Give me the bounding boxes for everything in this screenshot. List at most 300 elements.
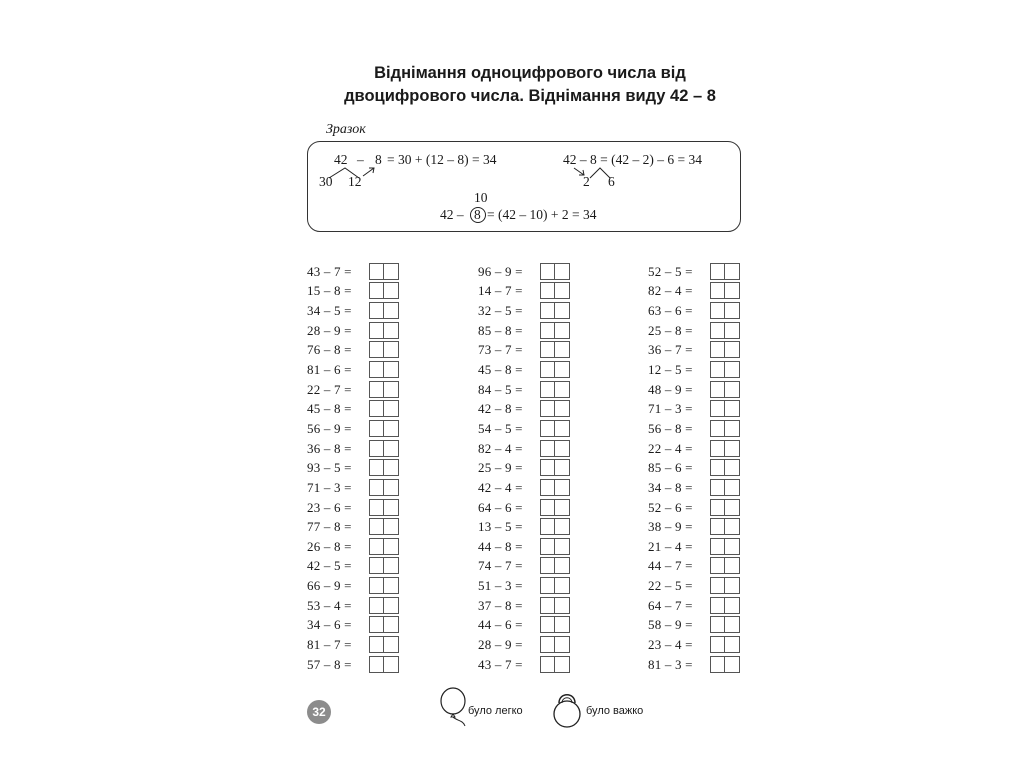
answer-tens-box[interactable] <box>710 577 725 594</box>
answer-ones-box[interactable] <box>555 656 570 673</box>
answer-boxes[interactable] <box>710 557 740 574</box>
exercise-row <box>648 262 740 282</box>
exercise-row <box>648 341 740 361</box>
answer-tens-box[interactable] <box>540 381 555 398</box>
answer-boxes[interactable] <box>710 420 740 437</box>
exercise-expression: 84 – 5 = <box>478 381 523 397</box>
exercise-row <box>307 399 399 419</box>
exercise-row <box>307 282 399 302</box>
balloon-icon <box>437 686 471 730</box>
answer-ones-box[interactable] <box>725 577 740 594</box>
exercise-expression: 15 – 8 = <box>307 283 352 299</box>
exercise-row <box>478 596 570 616</box>
answer-ones-box[interactable] <box>555 302 570 319</box>
answer-tens-box[interactable] <box>540 656 555 673</box>
answer-tens-box[interactable] <box>710 381 725 398</box>
answer-tens-box[interactable] <box>540 479 555 496</box>
exercise-row <box>307 498 399 518</box>
answer-ones-box[interactable] <box>555 597 570 614</box>
answer-ones-box[interactable] <box>384 263 399 280</box>
answer-tens-box[interactable] <box>710 459 725 476</box>
answer-boxes[interactable] <box>540 479 570 496</box>
answer-ones-box[interactable] <box>384 518 399 535</box>
answer-tens-box[interactable] <box>369 616 384 633</box>
answer-ones-box[interactable] <box>384 557 399 574</box>
exercise-expression: 73 – 7 = <box>478 342 523 358</box>
ex1-minus: – <box>357 152 364 167</box>
exercise-row <box>648 498 740 518</box>
answer-boxes[interactable] <box>369 420 399 437</box>
answer-ones-box[interactable] <box>725 499 740 516</box>
answer-tens-box[interactable] <box>540 577 555 594</box>
ex1-rest: = 30 + (12 – 8) = 34 <box>387 152 497 167</box>
answer-tens-box[interactable] <box>540 557 555 574</box>
answer-ones-box[interactable] <box>725 361 740 378</box>
answer-tens-box[interactable] <box>710 479 725 496</box>
answer-tens-box[interactable] <box>710 656 725 673</box>
exercise-row <box>648 576 740 596</box>
answer-boxes[interactable] <box>540 518 570 535</box>
answer-tens-box[interactable] <box>540 420 555 437</box>
answer-tens-box[interactable] <box>710 636 725 653</box>
exercise-row <box>478 635 570 655</box>
answer-ones-box[interactable] <box>725 381 740 398</box>
answer-boxes[interactable] <box>710 616 740 633</box>
answer-tens-box[interactable] <box>369 322 384 339</box>
answer-tens-box[interactable] <box>540 361 555 378</box>
answer-tens-box[interactable] <box>710 361 725 378</box>
exercise-row <box>307 360 399 380</box>
answer-tens-box[interactable] <box>710 499 725 516</box>
exercise-row <box>307 635 399 655</box>
answer-ones-box[interactable] <box>555 518 570 535</box>
answer-tens-box[interactable] <box>710 322 725 339</box>
answer-ones-box[interactable] <box>725 557 740 574</box>
answer-tens-box[interactable] <box>369 302 384 319</box>
answer-tens-box[interactable] <box>540 459 555 476</box>
answer-tens-box[interactable] <box>369 263 384 280</box>
exercise-expression: 42 – 4 = <box>478 479 523 495</box>
answer-boxes[interactable] <box>540 577 570 594</box>
exercise-expression: 22 – 4 = <box>648 440 693 456</box>
answer-tens-box[interactable] <box>540 322 555 339</box>
answer-tens-box[interactable] <box>369 577 384 594</box>
page-title <box>290 62 770 108</box>
answer-tens-box[interactable] <box>710 518 725 535</box>
answer-boxes[interactable] <box>710 538 740 555</box>
title-line-1: Віднімання одноцифрового числа від <box>374 64 686 82</box>
exercise-expression: 85 – 6 = <box>648 460 693 476</box>
answer-ones-box[interactable] <box>384 616 399 633</box>
answer-ones-box[interactable] <box>725 636 740 653</box>
exercise-row <box>478 399 570 419</box>
answer-boxes[interactable] <box>369 400 399 417</box>
answer-ones-box[interactable] <box>384 440 399 457</box>
ex2-split-right: 6 <box>608 174 615 189</box>
answer-ones-box[interactable] <box>725 597 740 614</box>
answer-boxes[interactable] <box>369 616 399 633</box>
answer-ones-box[interactable] <box>384 420 399 437</box>
answer-tens-box[interactable] <box>540 499 555 516</box>
answer-tens-box[interactable] <box>710 302 725 319</box>
answer-tens-box[interactable] <box>369 420 384 437</box>
answer-ones-box[interactable] <box>384 479 399 496</box>
answer-tens-box[interactable] <box>710 400 725 417</box>
answer-boxes[interactable] <box>369 459 399 476</box>
answer-tens-box[interactable] <box>710 341 725 358</box>
answer-ones-box[interactable] <box>384 577 399 594</box>
answer-ones-box[interactable] <box>555 479 570 496</box>
exercise-row <box>648 557 740 577</box>
answer-ones-box[interactable] <box>555 420 570 437</box>
ex2-split-left: 2 <box>583 174 590 189</box>
answer-boxes[interactable] <box>369 636 399 653</box>
answer-boxes[interactable] <box>710 577 740 594</box>
exercise-expression: 76 – 8 = <box>307 342 352 358</box>
answer-tens-box[interactable] <box>369 341 384 358</box>
answer-ones-box[interactable] <box>555 400 570 417</box>
answer-tens-box[interactable] <box>540 263 555 280</box>
ex1-split-left: 30 <box>319 174 333 189</box>
exercise-expression: 56 – 9 = <box>307 420 352 436</box>
ex3-circled: 8 <box>474 207 481 222</box>
answer-boxes[interactable] <box>369 597 399 614</box>
answer-tens-box[interactable] <box>369 597 384 614</box>
easy-label: було легко <box>468 705 523 717</box>
exercise-expression: 12 – 5 = <box>648 362 693 378</box>
answer-boxes[interactable] <box>710 440 740 457</box>
exercise-row <box>478 262 570 282</box>
ex1-arrow <box>363 168 374 176</box>
exercise-expression: 34 – 8 = <box>648 479 693 495</box>
answer-boxes[interactable] <box>710 381 740 398</box>
exercise-row <box>307 537 399 557</box>
answer-tens-box[interactable] <box>540 616 555 633</box>
answer-boxes[interactable] <box>710 361 740 378</box>
exercise-row <box>307 557 399 577</box>
answer-tens-box[interactable] <box>369 636 384 653</box>
ex1-minuend: 42 <box>334 152 348 167</box>
answer-boxes[interactable] <box>540 636 570 653</box>
exercise-expression: 51 – 3 = <box>478 578 523 594</box>
exercise-row <box>478 321 570 341</box>
answer-ones-box[interactable] <box>555 361 570 378</box>
exercise-expression: 52 – 5 = <box>648 263 693 279</box>
exercise-row <box>648 419 740 439</box>
answer-ones-box[interactable] <box>725 282 740 299</box>
answer-ones-box[interactable] <box>555 322 570 339</box>
exercise-row <box>648 360 740 380</box>
answer-boxes[interactable] <box>540 440 570 457</box>
answer-tens-box[interactable] <box>540 518 555 535</box>
exercise-row <box>307 576 399 596</box>
exercise-expression: 36 – 7 = <box>648 342 693 358</box>
exercise-row <box>478 498 570 518</box>
exercise-expression: 82 – 4 = <box>648 283 693 299</box>
answer-boxes[interactable] <box>369 479 399 496</box>
answer-boxes[interactable] <box>710 322 740 339</box>
exercise-expression: 34 – 5 = <box>307 303 352 319</box>
answer-boxes[interactable] <box>710 636 740 653</box>
exercise-expression: 81 – 3 = <box>648 656 693 672</box>
exercise-expression: 64 – 7 = <box>648 597 693 613</box>
answer-boxes[interactable] <box>369 341 399 358</box>
answer-boxes[interactable] <box>540 302 570 319</box>
answer-boxes[interactable] <box>710 302 740 319</box>
answer-tens-box[interactable] <box>369 656 384 673</box>
answer-boxes[interactable] <box>710 282 740 299</box>
answer-ones-box[interactable] <box>725 479 740 496</box>
answer-ones-box[interactable] <box>384 656 399 673</box>
answer-ones-box[interactable] <box>384 322 399 339</box>
exercise-expression: 44 – 8 = <box>478 538 523 554</box>
answer-ones-box[interactable] <box>555 459 570 476</box>
exercise-expression: 22 – 7 = <box>307 381 352 397</box>
exercise-expression: 66 – 9 = <box>307 578 352 594</box>
answer-tens-box[interactable] <box>540 341 555 358</box>
answer-ones-box[interactable] <box>725 616 740 633</box>
answer-boxes[interactable] <box>540 597 570 614</box>
answer-tens-box[interactable] <box>710 420 725 437</box>
answer-boxes[interactable] <box>369 282 399 299</box>
answer-ones-box[interactable] <box>384 361 399 378</box>
exercise-expression: 45 – 8 = <box>307 401 352 417</box>
answer-boxes[interactable] <box>540 420 570 437</box>
answer-boxes[interactable] <box>369 499 399 516</box>
answer-tens-box[interactable] <box>369 538 384 555</box>
exercise-row <box>478 341 570 361</box>
answer-boxes[interactable] <box>710 499 740 516</box>
answer-tens-box[interactable] <box>369 499 384 516</box>
exercise-expression: 43 – 7 = <box>478 656 523 672</box>
answer-tens-box[interactable] <box>369 400 384 417</box>
answer-boxes[interactable] <box>369 302 399 319</box>
exercise-expression: 23 – 4 = <box>648 636 693 652</box>
exercise-expression: 21 – 4 = <box>648 538 693 554</box>
answer-ones-box[interactable] <box>384 400 399 417</box>
answer-boxes[interactable] <box>369 656 399 673</box>
hard-label: було важко <box>586 705 644 717</box>
answer-ones-box[interactable] <box>384 597 399 614</box>
exercise-expression: 58 – 9 = <box>648 617 693 633</box>
answer-tens-box[interactable] <box>710 282 725 299</box>
answer-tens-box[interactable] <box>540 302 555 319</box>
answer-boxes[interactable] <box>369 577 399 594</box>
answer-ones-box[interactable] <box>725 656 740 673</box>
answer-ones-box[interactable] <box>384 459 399 476</box>
answer-tens-box[interactable] <box>369 381 384 398</box>
exercise-expression: 42 – 8 = <box>478 401 523 417</box>
exercise-expression: 64 – 6 = <box>478 499 523 515</box>
answer-boxes[interactable] <box>369 538 399 555</box>
answer-ones-box[interactable] <box>555 577 570 594</box>
answer-ones-box[interactable] <box>555 616 570 633</box>
exercise-row <box>307 517 399 537</box>
answer-tens-box[interactable] <box>369 479 384 496</box>
answer-boxes[interactable] <box>540 322 570 339</box>
exercise-expression: 96 – 9 = <box>478 263 523 279</box>
exercise-row <box>648 301 740 321</box>
exercise-expression: 25 – 9 = <box>478 460 523 476</box>
answer-boxes[interactable] <box>710 597 740 614</box>
answer-ones-box[interactable] <box>384 538 399 555</box>
exercise-row <box>648 282 740 302</box>
answer-ones-box[interactable] <box>725 302 740 319</box>
exercise-row <box>648 596 740 616</box>
answer-tens-box[interactable] <box>710 616 725 633</box>
answer-boxes[interactable] <box>710 459 740 476</box>
answer-ones-box[interactable] <box>725 518 740 535</box>
exercise-expression: 53 – 4 = <box>307 597 352 613</box>
exercise-row <box>307 262 399 282</box>
exercise-expression: 56 – 8 = <box>648 420 693 436</box>
exercise-expression: 28 – 9 = <box>307 322 352 338</box>
exercise-row <box>307 458 399 478</box>
exercise-row <box>307 655 399 675</box>
answer-boxes[interactable] <box>540 341 570 358</box>
answer-ones-box[interactable] <box>555 263 570 280</box>
answer-tens-box[interactable] <box>710 557 725 574</box>
exercise-expression: 28 – 9 = <box>478 636 523 652</box>
answer-boxes[interactable] <box>540 557 570 574</box>
page-number: 32 <box>307 700 331 724</box>
exercise-expression: 37 – 8 = <box>478 597 523 613</box>
answer-tens-box[interactable] <box>710 538 725 555</box>
exercise-row <box>648 321 740 341</box>
answer-boxes[interactable] <box>369 381 399 398</box>
answer-boxes[interactable] <box>369 322 399 339</box>
answer-boxes[interactable] <box>710 263 740 280</box>
answer-ones-box[interactable] <box>384 282 399 299</box>
exercise-row <box>648 380 740 400</box>
answer-boxes[interactable] <box>369 263 399 280</box>
exercise-expression: 52 – 6 = <box>648 499 693 515</box>
answer-boxes[interactable] <box>540 538 570 555</box>
answer-tens-box[interactable] <box>540 538 555 555</box>
exercise-expression: 42 – 5 = <box>307 558 352 574</box>
answer-tens-box[interactable] <box>540 636 555 653</box>
exercise-row <box>478 360 570 380</box>
exercise-row <box>648 655 740 675</box>
answer-tens-box[interactable] <box>540 400 555 417</box>
exercise-expression: 14 – 7 = <box>478 283 523 299</box>
answer-tens-box[interactable] <box>369 440 384 457</box>
answer-boxes[interactable] <box>540 282 570 299</box>
answer-ones-box[interactable] <box>555 557 570 574</box>
answer-ones-box[interactable] <box>384 341 399 358</box>
answer-ones-box[interactable] <box>725 440 740 457</box>
exercise-expression: 74 – 7 = <box>478 558 523 574</box>
answer-boxes[interactable] <box>540 656 570 673</box>
exercise-expression: 26 – 8 = <box>307 538 352 554</box>
exercise-row <box>478 380 570 400</box>
title-line-2: двоцифрового числа. Віднімання виду 42 – 8 <box>344 87 716 105</box>
exercise-expression: 48 – 9 = <box>648 381 693 397</box>
answer-boxes[interactable] <box>540 459 570 476</box>
exercise-row <box>478 576 570 596</box>
answer-ones-box[interactable] <box>725 322 740 339</box>
answer-boxes[interactable] <box>710 479 740 496</box>
answer-tens-box[interactable] <box>540 440 555 457</box>
answer-ones-box[interactable] <box>555 538 570 555</box>
answer-tens-box[interactable] <box>710 597 725 614</box>
exercise-row <box>478 282 570 302</box>
answer-tens-box[interactable] <box>710 440 725 457</box>
exercise-expression: 22 – 5 = <box>648 578 693 594</box>
answer-ones-box[interactable] <box>384 381 399 398</box>
exercise-expression: 85 – 8 = <box>478 322 523 338</box>
answer-ones-box[interactable] <box>555 381 570 398</box>
answer-boxes[interactable] <box>369 518 399 535</box>
answer-ones-box[interactable] <box>384 499 399 516</box>
answer-ones-box[interactable] <box>555 440 570 457</box>
answer-tens-box[interactable] <box>369 557 384 574</box>
exercise-row <box>478 458 570 478</box>
ex3-right: = (42 – 10) + 2 = 34 <box>487 207 597 222</box>
answer-ones-box[interactable] <box>725 400 740 417</box>
answer-ones-box[interactable] <box>384 636 399 653</box>
exercise-expression: 45 – 8 = <box>478 362 523 378</box>
ex1-subtrahend: 8 <box>375 152 382 167</box>
exercise-column-3 <box>648 262 740 674</box>
answer-boxes[interactable] <box>540 263 570 280</box>
answer-tens-box[interactable] <box>369 361 384 378</box>
answer-ones-box[interactable] <box>725 263 740 280</box>
exercise-row <box>478 439 570 459</box>
exercise-expression: 32 – 5 = <box>478 303 523 319</box>
answer-tens-box[interactable] <box>369 282 384 299</box>
answer-ones-box[interactable] <box>725 420 740 437</box>
exercise-row <box>478 655 570 675</box>
answer-boxes[interactable] <box>369 361 399 378</box>
answer-boxes[interactable] <box>710 400 740 417</box>
answer-ones-box[interactable] <box>555 499 570 516</box>
exercise-column-2 <box>478 262 570 674</box>
answer-boxes[interactable] <box>540 499 570 516</box>
answer-tens-box[interactable] <box>369 518 384 535</box>
answer-boxes[interactable] <box>540 616 570 633</box>
answer-boxes[interactable] <box>540 400 570 417</box>
answer-tens-box[interactable] <box>710 263 725 280</box>
exercise-expression: 93 – 5 = <box>307 460 352 476</box>
answer-boxes[interactable] <box>710 656 740 673</box>
answer-boxes[interactable] <box>540 381 570 398</box>
kettlebell-icon <box>550 690 584 730</box>
answer-boxes[interactable] <box>369 440 399 457</box>
ex3-left: 42 – <box>440 207 464 222</box>
answer-ones-box[interactable] <box>555 282 570 299</box>
answer-boxes[interactable] <box>710 341 740 358</box>
answer-boxes[interactable] <box>710 518 740 535</box>
answer-tens-box[interactable] <box>369 459 384 476</box>
answer-ones-box[interactable] <box>555 636 570 653</box>
exercise-row <box>478 616 570 636</box>
exercise-row <box>648 478 740 498</box>
answer-tens-box[interactable] <box>540 282 555 299</box>
exercise-row <box>648 458 740 478</box>
answer-ones-box[interactable] <box>384 302 399 319</box>
answer-ones-box[interactable] <box>555 341 570 358</box>
answer-ones-box[interactable] <box>725 341 740 358</box>
answer-boxes[interactable] <box>540 361 570 378</box>
answer-boxes[interactable] <box>369 557 399 574</box>
exercise-row <box>478 301 570 321</box>
exercise-row <box>648 616 740 636</box>
answer-tens-box[interactable] <box>540 597 555 614</box>
exercise-expression: 38 – 9 = <box>648 519 693 535</box>
answer-ones-box[interactable] <box>725 459 740 476</box>
answer-ones-box[interactable] <box>725 538 740 555</box>
